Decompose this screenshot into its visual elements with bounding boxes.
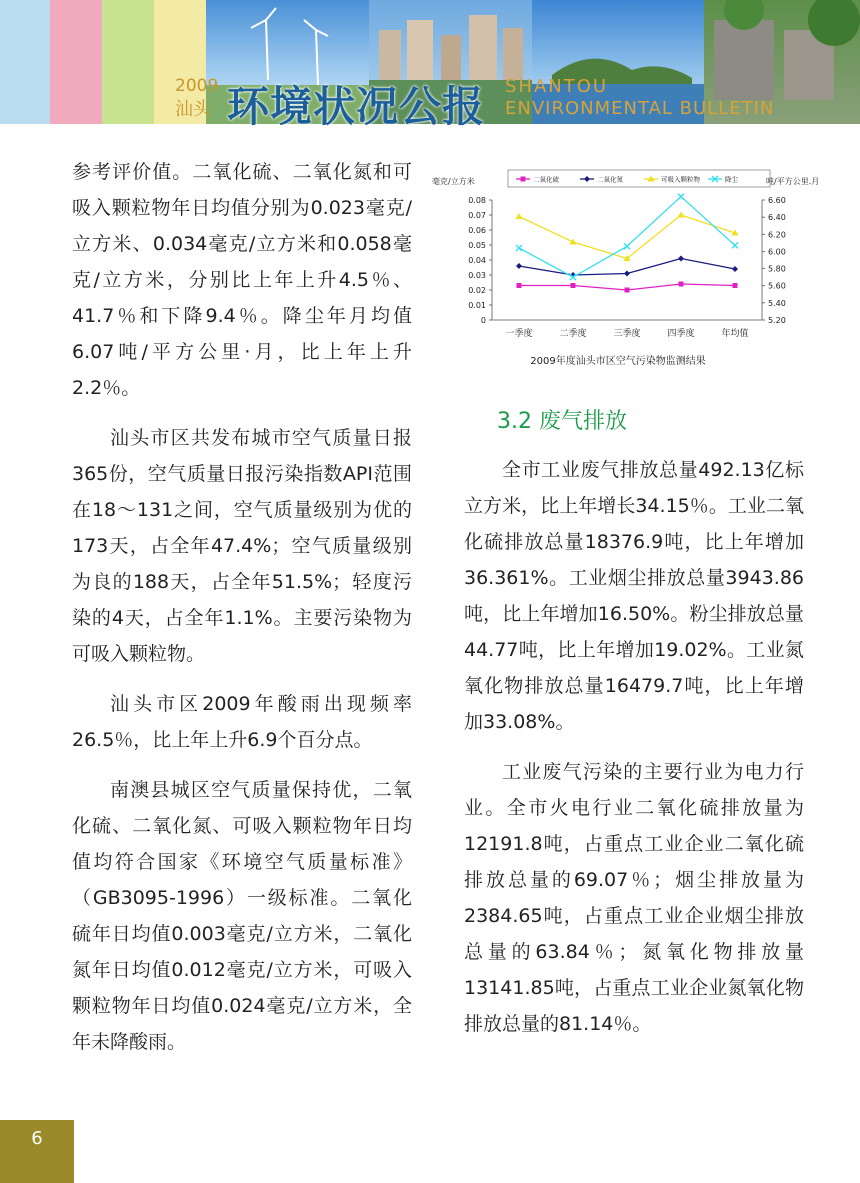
- chart-svg: [432, 168, 820, 378]
- chart-right-tick-label: 6.40: [768, 213, 786, 223]
- chart-category-label: 一季度: [505, 329, 533, 339]
- chart-legend-marker: [521, 177, 526, 182]
- header-year: 2009: [175, 76, 219, 96]
- page-number: 6: [31, 1128, 43, 1149]
- paragraph: 南澳县城区空气质量保持优，二氧化硫、二氧化氮、可吸入颗粒物年日均值均符合国家《环境空气质量标准》（GB3095-1996）一级标准。二氧化硫年日均值0.003毫克/立方米，二氧化氮年日均值0.012毫克/立方米，可吸入颗粒物年日均值0.024毫克/立方米，全年未降酸雨。: [72, 779, 412, 1053]
- chart-right-tick-label: 6.00: [768, 247, 786, 257]
- header-title: 环境状况公报: [227, 82, 486, 131]
- chart-left-axis-label: 毫克/立方米: [432, 177, 475, 186]
- chart-right-tick-label: 6.20: [768, 230, 786, 240]
- chart-legend-label: 二氧化硫: [533, 175, 559, 184]
- chart-left-tick-label: 0.01: [468, 301, 486, 310]
- left-column: [72, 154, 412, 1060]
- chart-point: [678, 256, 684, 262]
- chart-legend-label: 二氧化氮: [597, 175, 623, 184]
- chart-point: [678, 194, 684, 200]
- air-pollutant-chart: [432, 168, 820, 378]
- chart-point: [516, 213, 523, 219]
- header-city: 汕头: [175, 99, 211, 120]
- chart-title: 2009年度汕头市区空气污染物监测结果: [530, 356, 706, 367]
- chart-series-line-4: [519, 197, 735, 278]
- chart-right-tick-label: 5.80: [768, 264, 786, 274]
- chart-right-tick-label: 6.60: [768, 196, 786, 205]
- header-english-line-1: SHANTOU: [505, 76, 609, 97]
- paragraph: 汕头市区共发布城市空气质量日报365份，空气质量日报污染指数API范围在18～131之间，空气质量级别为优的173天，占全年47.4%；空气质量级别为良的188天，占全年51.5%；轻度污染的4天，占全年1.1%。主要污染物为可吸入颗粒物。: [72, 427, 412, 665]
- chart-point: [679, 282, 684, 287]
- paragraph: 汕头市区2009年酸雨出现频率26.5％，比上年上升6.9个百分点。: [72, 693, 412, 751]
- paragraph: 全市工业废气排放总量492.13亿标立方米，比上年增长34.15％。工业二氧化硫排放总量18376.9吨，比上年增加36.361%。工业烟尘排放总量3943.86吨，比上年增加16.50%。粉尘排放总量44.77吨，比上年增加19.02%。工业氮氧化物排放总量16479.7吨，比上年增加33.08%。: [464, 459, 804, 733]
- chart-right-tick-label: 5.20: [768, 316, 786, 325]
- chart-point: [624, 243, 630, 249]
- section-heading: 3.2 废气排放: [497, 409, 627, 434]
- chart-left-tick-label: 0.05: [468, 241, 486, 250]
- paragraph: 工业废气污染的主要行业为电力行业。全市火电行业二氧化硫排放量为12191.8吨，占重点工业企业二氧化硫排放总量的69.07％；烟尘排放量为2384.65吨，占重点工业企业烟尘排放总量的63.84％；氮氧化物排放量13141.85吨，占重点工业企业氮氧化物排放总量的81.14％。: [464, 761, 804, 1035]
- chart-category-label: 四季度: [667, 329, 695, 339]
- chart-point: [733, 283, 738, 288]
- chart-point: [732, 242, 738, 248]
- chart-point: [678, 212, 685, 218]
- chart-left-tick-label: 0.08: [468, 196, 486, 205]
- chart-left-tick-label: 0.03: [468, 271, 486, 280]
- chart-point: [625, 288, 630, 293]
- chart-left-tick-label: 0.04: [468, 256, 486, 265]
- paragraph: 参考评价值。二氧化硫、二氧化氮和可吸入颗粒物年日均值分别为0.023毫克/立方米、0.034毫克/立方米和0.058毫克/立方米，分别比上年上升4.5％、41.7％和下降9.4％。降尘年月均值6.07吨/平方公里·月，比上年上升2.2％。: [72, 161, 412, 399]
- banner-stripe-green: [102, 0, 154, 124]
- chart-legend-label: 降尘: [725, 175, 738, 184]
- chart-point: [732, 266, 738, 272]
- chart-left-tick-label: 0.07: [468, 211, 486, 220]
- header-english-line-2: ENVIRONMENTAL BULLETIN: [505, 98, 775, 119]
- chart-right-tick-label: 5.60: [768, 281, 786, 291]
- chart-point: [624, 271, 630, 277]
- chart-category-label: 三季度: [613, 329, 641, 339]
- chart-left-tick-label: 0.06: [468, 226, 486, 235]
- chart-left-tick-label: 0.02: [468, 286, 486, 295]
- right-column: [464, 452, 804, 1042]
- chart-category-label: 年均值: [721, 329, 749, 339]
- chart-category-label: 二季度: [559, 329, 587, 339]
- chart-point: [517, 283, 522, 288]
- chart-series-line-3: [519, 215, 735, 259]
- chart-point: [516, 263, 522, 269]
- chart-legend-label: 可吸入颗粒物: [661, 175, 700, 184]
- banner-stripe-blue: [0, 0, 50, 124]
- chart-right-axis-label: 吨/平方公里.月: [766, 177, 820, 186]
- chart-right-tick-label: 5.40: [768, 298, 786, 308]
- chart-point: [571, 283, 576, 288]
- chart-point: [516, 245, 522, 251]
- header-banner: [0, 0, 860, 131]
- banner-stripe-pink: [50, 0, 102, 124]
- chart-left-tick-label: 0: [480, 316, 486, 325]
